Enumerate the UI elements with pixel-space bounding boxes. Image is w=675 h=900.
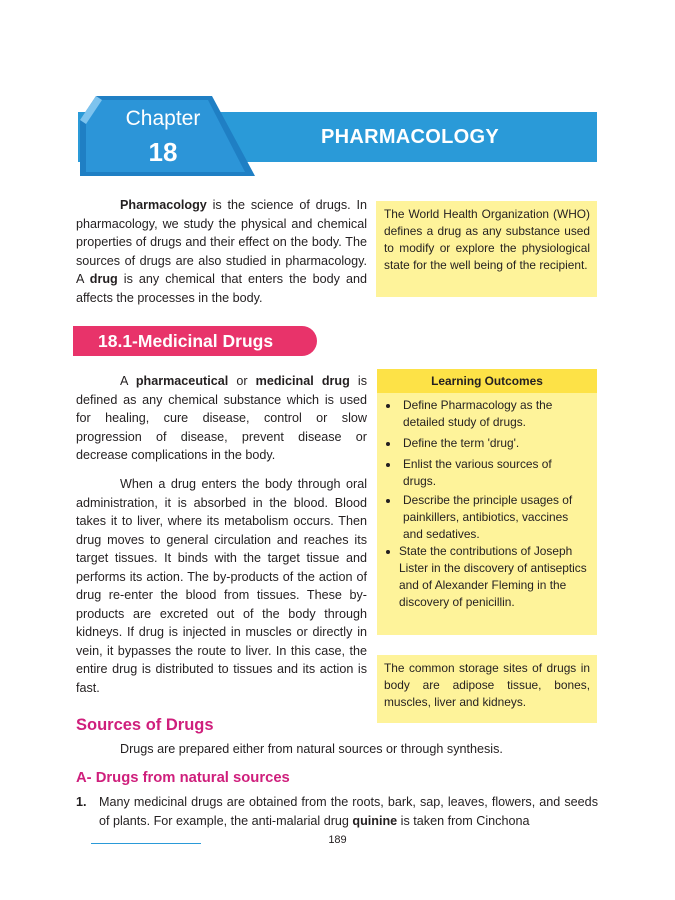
chapter-title: PHARMACOLOGY [320,126,500,148]
intro-text-1: is the science of drugs. In pharmacology, we study the physical and chemical properties of drugs and their effect on the body. The sources of drugs are also studied in pharmacology. A [76,198,367,286]
sources-heading: Sources of Drugs [76,716,214,734]
medicinal-text-a: A [120,374,136,388]
medicinal-paragraph-1 [76,372,367,465]
learning-outcome-item: State the contributions of Joseph Lister in the discovery of antiseptics and of Alexander Fleming in the discovery of penicillin. [399,544,587,609]
bullet-icon [386,404,390,408]
learning-outcome-item: Define the term 'drug'. [403,436,520,450]
page-number: 189 [328,834,347,846]
term-pharmaceutical: pharmaceutical [135,374,229,388]
learning-outcome-item: Define Pharmacology as the detailed study of drugs. [403,398,553,429]
bullet-icon [386,442,390,446]
bullet-icon [386,550,390,554]
footer-divider [91,843,201,844]
bullet-icon [386,463,390,467]
intro-text-2: is any chemical that enters the body and affects the processes in the body. [76,272,367,305]
item1-text-b: is taken from Cinchona [397,813,530,828]
learning-outcome-item: Describe the principle usages of painkillers, antibiotics, vaccines and sedatives. [403,493,573,541]
bullet-icon [386,499,390,503]
storage-sites-text: The common storage sites of drugs in body are adipose tissue, bones, muscles, liver and kidneys. [384,661,590,709]
chapter-number: 18 [148,137,178,167]
medicinal-text-d: is defined as any chemical substance which is used for healing, cure disease, control or slow progression of disease, prevent disease or decrease complications in the body. [76,374,367,462]
term-pharmacology: Pharmacology [120,198,207,212]
intro-paragraph [76,196,367,307]
chapter-label: Chapter [125,107,201,130]
list-item-text [99,793,598,830]
medicinal-paragraph-2: When a drug enters the body through oral administration, it is absorbed in the blood. Blood takes it to liver, where its metabolism occurs. Then drug moves to general circulation and reaches its target tissues. It binds with the target tissue and performs its action. The by-products of the action of drug re-enter the blood from tissues. These by-products are excreted out of the body through kidneys. If drug is injected in muscles or directly in vein, it bypasses the route to liver. In this case, the entire drug is distributed to tissues and its action is fast. [76,477,367,695]
natural-sources-heading: A- Drugs from natural sources [76,770,290,786]
item1-text-a: Many medicinal drugs are obtained from the roots, bark, sap, leaves, flowers, and seeds of plants. For example, the anti-malarial drug [99,795,598,828]
term-drug: drug [89,272,118,286]
who-definition-text: The World Health Organization (WHO) defines a drug as any substance used to modify or explore the physiological state for the well being of the recipient. [384,207,590,272]
medicinal-text-c: or [228,374,256,388]
section-title: 18.1-Medicinal Drugs [98,331,274,351]
term-quinine: quinine [352,813,398,828]
learning-outcomes-heading: Learning Outcomes [431,374,543,388]
sources-text: Drugs are prepared either from natural sources or through synthesis. [120,742,503,756]
learning-outcome-item: Enlist the various sources of drugs. [403,457,552,488]
list-item-number: 1. [76,795,87,809]
term-medicinal-drug: medicinal drug [255,374,350,388]
